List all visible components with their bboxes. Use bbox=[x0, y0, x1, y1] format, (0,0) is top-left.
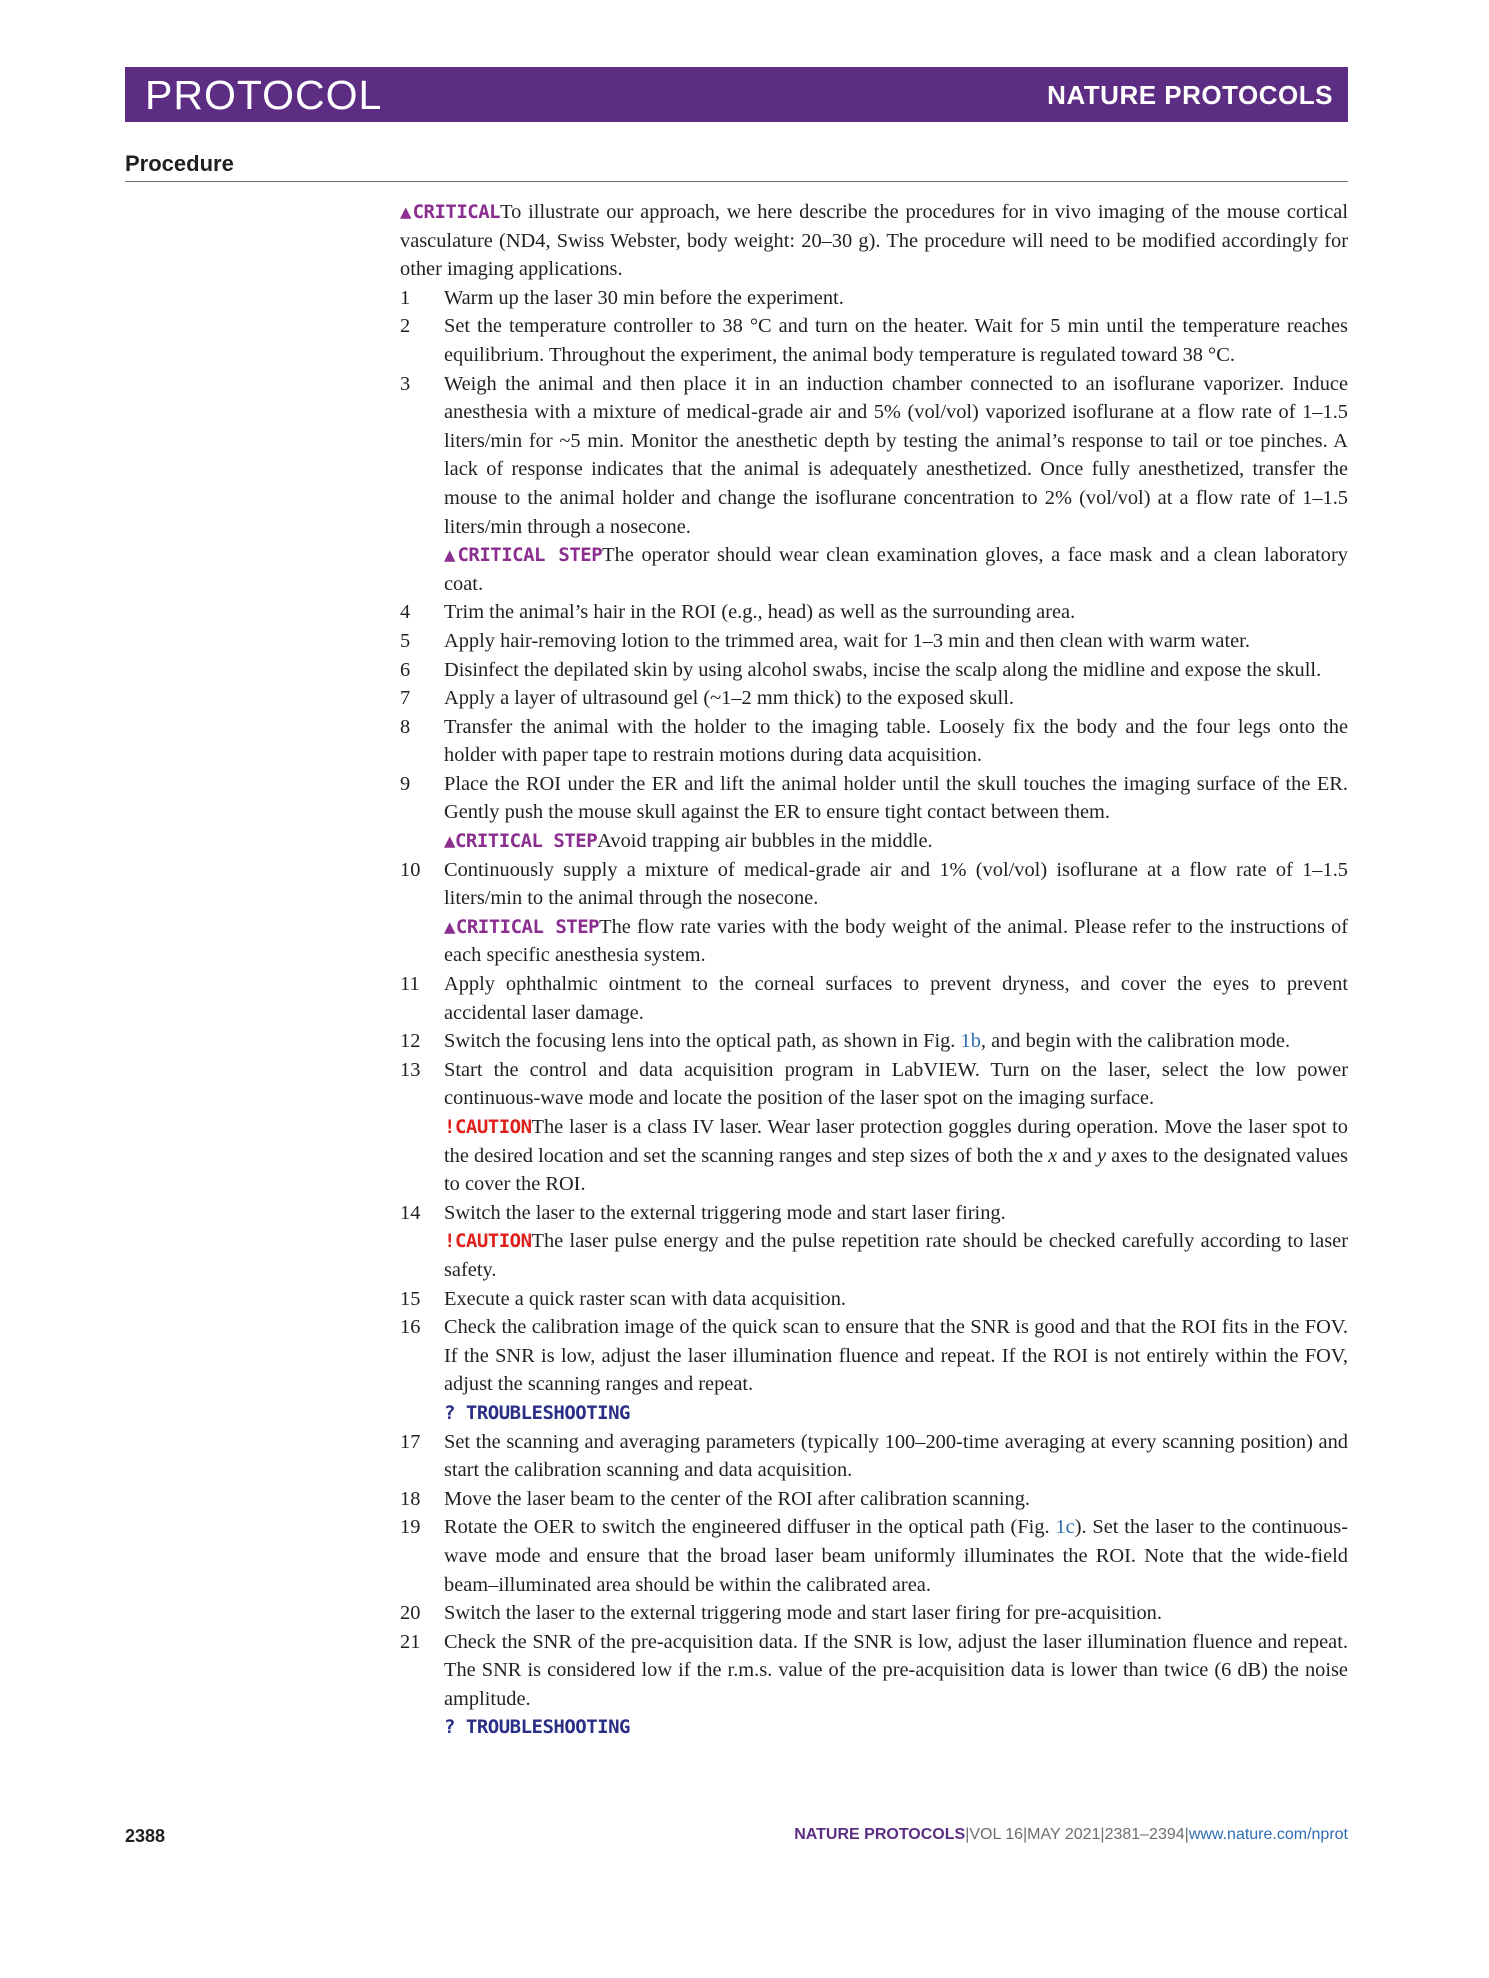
step-number: 6 bbox=[400, 658, 411, 681]
troubleshooting-link[interactable]: ? TROUBLESHOOTING bbox=[444, 1401, 630, 1424]
step-number: 11 bbox=[400, 973, 420, 996]
exclamation-icon: ! bbox=[444, 1230, 455, 1253]
step-3 bbox=[400, 370, 1348, 599]
step-number: 1 bbox=[400, 286, 411, 309]
step-text: Set the scanning and averaging parameters (typically 100–200-time averaging at every scanning position) and start the calibration scanning and data acquisition. bbox=[444, 1430, 1348, 1482]
page-number: 2388 bbox=[125, 1826, 166, 1846]
step-text: Disinfect the depilated skin by using alcohol swabs, incise the scalp along the midline and expose the skull. bbox=[444, 658, 1322, 681]
step-number: 2 bbox=[400, 315, 411, 338]
footer-journal: NATURE PROTOCOLS bbox=[794, 1826, 966, 1843]
step-number: 5 bbox=[400, 629, 411, 652]
step-number: 10 bbox=[400, 858, 421, 881]
step-1 bbox=[400, 284, 1348, 313]
step-text: Check the SNR of the pre-acquisition data. If the SNR is low, adjust the laser illumination fluence and repeat. The SNR is considered low if the r.m.s. value of the pre-acquisition data is lower than twice (6 dB) the noise amplitude. bbox=[444, 1630, 1348, 1710]
troubleshooting-link[interactable]: ? TROUBLESHOOTING bbox=[444, 1716, 630, 1739]
critical-step-tag: ▲CRITICAL STEP bbox=[444, 544, 603, 567]
step-text: Apply ophthalmic ointment to the corneal surfaces to prevent dryness, and cover the eyes to prevent accidental laser damage. bbox=[444, 973, 1348, 1024]
step-number: 14 bbox=[400, 1201, 421, 1224]
step-text: Place the ROI under the ER and lift the animal holder until the skull touches the imaging surface of the ER. Gently push the mouse skull against the ER to ensure tight contact between them. bbox=[444, 772, 1348, 824]
header-banner bbox=[125, 67, 1348, 122]
critical-step-tag: ▲CRITICAL STEP bbox=[444, 830, 598, 853]
step-14 bbox=[400, 1199, 1348, 1285]
triangle-icon: ▲ bbox=[400, 201, 413, 223]
step-2 bbox=[400, 312, 1348, 369]
step-number: 17 bbox=[400, 1430, 421, 1453]
section-rule bbox=[125, 181, 1348, 182]
critical-tag: ▲CRITICAL bbox=[400, 201, 501, 223]
step-7 bbox=[400, 684, 1348, 713]
step-text: Apply hair-removing lotion to the trimmed area, wait for 1–3 min and then clean with warm water. bbox=[444, 629, 1250, 652]
step-13 bbox=[400, 1056, 1348, 1199]
step-11 bbox=[400, 970, 1348, 1027]
step-number: 21 bbox=[400, 1630, 421, 1653]
figure-link-1b[interactable]: 1b bbox=[960, 1030, 981, 1053]
step-5 bbox=[400, 627, 1348, 656]
step-16 bbox=[400, 1313, 1348, 1427]
step-19 bbox=[400, 1513, 1348, 1599]
step-text: Continuously supply a mixture of medical-grade air and 1% (vol/vol) isoflurane at a flow rate of 1–1.5 liters/min to the animal through the nosecone. bbox=[444, 858, 1348, 910]
step-9 bbox=[400, 770, 1348, 856]
step-text: Apply a layer of ultrasound gel (~1–2 mm thick) to the exposed skull. bbox=[444, 687, 1014, 710]
step-text: Transfer the animal with the holder to the imaging table. Loosely fix the body and the four legs onto the holder with paper tape to restrain motions during data acquisition. bbox=[444, 715, 1348, 767]
step-text: Switch the focusing lens into the optical path, as shown in Fig. 1b, and begin with the calibration mode. bbox=[444, 1030, 1291, 1053]
step-number: 8 bbox=[400, 715, 411, 738]
step-21 bbox=[400, 1628, 1348, 1742]
caution-tag: !CAUTION bbox=[444, 1230, 532, 1253]
footer-volume: VOL 16 bbox=[969, 1826, 1024, 1843]
triangle-icon: ▲ bbox=[444, 830, 455, 853]
step-text: Weigh the animal and then place it in an induction chamber connected to an isoflurane vaporizer. Induce anesthesia with a mixture of medical-grade air and 5% (vol/vol) vaporized isoflurane at a flow rate of 1–1.5 liters/min for ~5 min. Monitor the anesthetic depth by testing the animal’s response to tail or toe pinches. A lack of response indicates that the animal is adequately anesthetized. Once fully anesthetized, transfer the mouse to the animal holder and change the isoflurane concentration to 2% (vol/vol) at a flow rate of 1–1.5 liters/min through a nosecone. bbox=[444, 372, 1348, 538]
procedure-content bbox=[400, 198, 1348, 1742]
figure-link-1c[interactable]: 1c bbox=[1055, 1516, 1075, 1539]
caution-note: !CAUTIONThe laser pulse energy and the pulse repetition rate should be checked carefully according to laser safety. bbox=[444, 1230, 1348, 1281]
section-title: Procedure bbox=[125, 151, 234, 176]
step-number: 3 bbox=[400, 372, 411, 395]
step-number: 16 bbox=[400, 1316, 421, 1339]
step-10 bbox=[400, 856, 1348, 970]
step-17 bbox=[400, 1428, 1348, 1485]
footer-date: MAY 2021 bbox=[1027, 1826, 1101, 1843]
step-number: 13 bbox=[400, 1058, 421, 1081]
footer-url[interactable]: www.nature.com/nprot bbox=[1188, 1826, 1348, 1843]
step-text: Start the control and data acquisition program in LabVIEW. Turn on the laser, select the low power continuous-wave mode and locate the position of the laser spot on the imaging surface. bbox=[444, 1058, 1348, 1110]
step-text: Rotate the OER to switch the engineered diffuser in the optical path (Fig. 1c). Set the laser to the continuous-wave mode and ensure that the broad laser beam uniformly illuminates the ROI. Note that the wide-field beam–illuminated area should be within the calibrated area. bbox=[444, 1516, 1349, 1596]
step-text: Move the laser beam to the center of the ROI after calibration scanning. bbox=[444, 1487, 1031, 1510]
critical-step-note: ▲CRITICAL STEPThe operator should wear clean examination gloves, a face mask and a clean laboratory coat. bbox=[444, 544, 1348, 595]
triangle-icon: ▲ bbox=[444, 915, 456, 938]
step-12 bbox=[400, 1027, 1348, 1056]
footer-citation: NATURE PROTOCOLS|VOL 16|MAY 2021|2381–2394|www.nature.com/nprot bbox=[794, 1826, 1348, 1843]
step-number: 7 bbox=[400, 687, 411, 710]
triangle-icon: ▲ bbox=[444, 544, 458, 567]
journal-label: NATURE PROTOCOLS bbox=[1047, 80, 1333, 110]
step-number: 15 bbox=[400, 1287, 421, 1310]
step-number: 12 bbox=[400, 1030, 421, 1053]
step-text: Check the calibration image of the quick scan to ensure that the SNR is good and that the ROI fits in the FOV. If the SNR is low, adjust the laser illumination fluence and repeat. If the ROI is not entirely within the FOV, adjust the scanning ranges and repeat. bbox=[444, 1316, 1348, 1396]
step-4 bbox=[400, 598, 1348, 627]
step-number: 18 bbox=[400, 1487, 421, 1510]
footer-pages: 2381–2394 bbox=[1104, 1826, 1185, 1843]
step-number: 20 bbox=[400, 1602, 421, 1625]
step-text: Execute a quick raster scan with data acquisition. bbox=[444, 1287, 846, 1310]
critical-step-note: ▲CRITICAL STEPAvoid trapping air bubbles in the middle. bbox=[444, 830, 933, 853]
step-number: 19 bbox=[400, 1516, 421, 1539]
critical-step-note: ▲CRITICAL STEPThe flow rate varies with the body weight of the animal. Please refer to the instructions of each specific anesthesia system. bbox=[444, 915, 1348, 967]
critical-step-tag: ▲CRITICAL STEP bbox=[444, 915, 600, 938]
step-15 bbox=[400, 1285, 1348, 1314]
protocol-label: PROTOCOL bbox=[145, 72, 383, 118]
step-6 bbox=[400, 656, 1348, 685]
step-number: 9 bbox=[400, 772, 411, 795]
step-18 bbox=[400, 1485, 1348, 1514]
exclamation-icon: ! bbox=[444, 1116, 455, 1138]
step-20 bbox=[400, 1599, 1348, 1628]
caution-tag: !CAUTION bbox=[444, 1116, 532, 1138]
step-number: 4 bbox=[400, 601, 411, 624]
caution-note: !CAUTIONThe laser is a class IV laser. Wear laser protection goggles during operation. Move the laser spot to the desired location and set the scanning ranges and step sizes of both the x and y axes to the designated values to cover the ROI. bbox=[444, 1116, 1348, 1196]
step-text: Warm up the laser 30 min before the experiment. bbox=[444, 286, 844, 309]
intro-paragraph: ▲CRITICALTo illustrate our approach, we here describe the procedures for in vivo imaging of the mouse cortical vasculature (ND4, Swiss Webster, body weight: 20–30 g). The procedure will need to be modified accordingly for other imaging applications. bbox=[400, 201, 1348, 281]
step-text: Switch the laser to the external triggering mode and start laser firing for pre-acquisition. bbox=[444, 1602, 1162, 1625]
step-text: Trim the animal’s hair in the ROI (e.g., head) as well as the surrounding area. bbox=[444, 601, 1076, 624]
step-text: Set the temperature controller to 38 °C and turn on the heater. Wait for 5 min until the temperature reaches equilibrium. Throughout the experiment, the animal body temperature is regulated toward 38 °C. bbox=[444, 315, 1348, 366]
step-text: Switch the laser to the external triggering mode and start laser firing. bbox=[444, 1201, 1006, 1224]
step-8 bbox=[400, 713, 1348, 770]
